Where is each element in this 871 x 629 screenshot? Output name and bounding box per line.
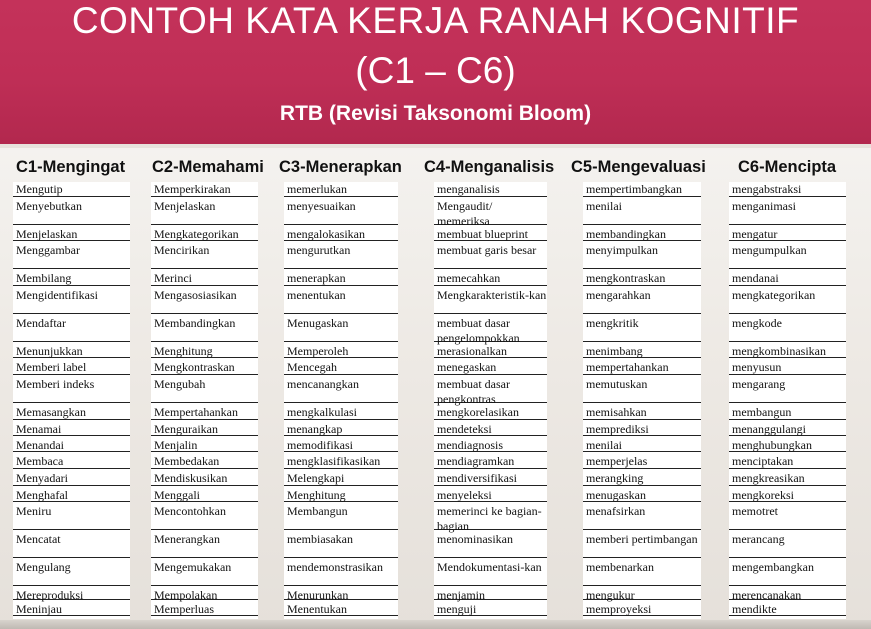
list-item: mengkode	[729, 316, 846, 342]
list-item: mengabstraksi	[729, 182, 846, 197]
column-c1-list	[13, 182, 130, 619]
list-item: Menyebutkan	[13, 199, 130, 225]
list-item: Mencirikan	[151, 243, 258, 269]
column-heading-c4: C4-Menganalisis	[424, 158, 555, 176]
list-item: Membilang	[13, 271, 130, 286]
list-item: mengkoreksi	[729, 488, 846, 502]
list-item: Mencatat	[13, 532, 130, 558]
list-item: mengklasifikasikan	[284, 454, 398, 469]
list-item: Mengkontraskan	[151, 360, 258, 375]
list-item: Memberi label	[13, 360, 130, 375]
list-item: membenarkan	[583, 560, 701, 586]
list-item: memecahkan	[434, 271, 547, 286]
list-item: mendiagnosis	[434, 438, 547, 452]
list-item: mendiversifikasi	[434, 471, 547, 486]
list-item: memerinci ke bagian-bagian	[434, 504, 547, 530]
list-item: Menandai	[13, 438, 130, 452]
list-item: mengatur	[729, 227, 846, 241]
list-item: memberi pertimbangan	[583, 532, 701, 558]
list-item: Melengkapi	[284, 471, 398, 486]
list-item: membandingkan	[583, 227, 701, 241]
list-item: mengalokasikan	[284, 227, 398, 241]
column-c5-list	[583, 182, 701, 619]
column-heading-c3: C3-Menerapkan	[279, 158, 402, 176]
list-item: mempertimbangkan	[583, 182, 701, 197]
list-item: menganimasi	[729, 199, 846, 225]
list-item: Mencegah	[284, 360, 398, 375]
list-item: menghubungkan	[729, 438, 846, 452]
list-item: mengumpulkan	[729, 243, 846, 269]
list-item: memotret	[729, 504, 846, 530]
list-item: Menamai	[13, 422, 130, 436]
list-item: Menyadari	[13, 471, 130, 486]
list-item: Meninjau	[13, 602, 130, 616]
list-item: membangun	[729, 405, 846, 420]
list-item: Menggali	[151, 488, 258, 502]
list-item: Mengasosiasikan	[151, 288, 258, 314]
column-heading-c5: C5-Mengevaluasi	[571, 158, 706, 176]
list-item: memerlukan	[284, 182, 398, 197]
list-item: Mengkarakteristik-kan	[434, 288, 547, 314]
list-item: Mencontohkan	[151, 504, 258, 530]
list-item: Mendaftar	[13, 316, 130, 342]
list-item: Memasangkan	[13, 405, 130, 420]
column-heading-c1: C1-Mengingat	[16, 158, 126, 176]
list-item: menafsirkan	[583, 504, 701, 530]
list-item: menanggulangi	[729, 422, 846, 436]
list-item: mengkontraskan	[583, 271, 701, 286]
list-item: mengkorelasikan	[434, 405, 547, 420]
list-item: memodifikasi	[284, 438, 398, 452]
page-subtitle: RTB (Revisi Taksonomi Bloom)	[279, 102, 592, 125]
list-item: menyimpulkan	[583, 243, 701, 269]
list-item: Mengemukakan	[151, 560, 258, 586]
page-title: CONTOH KATA KERJA RANAH KOGNITIF	[71, 0, 800, 41]
column-c2-list	[151, 182, 258, 619]
list-item: menegaskan	[434, 360, 547, 375]
list-item: mendeteksi	[434, 422, 547, 436]
list-item: menganalisis	[434, 182, 547, 197]
list-item: Menghafal	[13, 488, 130, 502]
list-item: Menggambar	[13, 243, 130, 269]
list-item: Memberi indeks	[13, 377, 130, 403]
list-item: memisahkan	[583, 405, 701, 420]
list-item: Membaca	[13, 454, 130, 469]
list-item: mengukur	[583, 588, 701, 600]
list-item: Memperkirakan	[151, 182, 258, 197]
list-item: menugaskan	[583, 488, 701, 502]
list-item: mendikte	[729, 602, 846, 616]
title-banner	[0, 0, 871, 148]
list-item: Menunjukkan	[13, 344, 130, 358]
list-item: menilai	[583, 438, 701, 452]
list-item: membuat blueprint	[434, 227, 547, 241]
list-item: memprediksi	[583, 422, 701, 436]
list-item: mendanai	[729, 271, 846, 286]
list-item: mengkreasikan	[729, 471, 846, 486]
list-item: Mempolakan	[151, 588, 258, 600]
list-item: Menentukan	[284, 602, 398, 616]
list-item: memperjelas	[583, 454, 701, 469]
list-item: memproyeksi	[583, 602, 701, 616]
list-item: membuat garis besar	[434, 243, 547, 269]
list-item: menguji	[434, 602, 547, 616]
list-item: menerapkan	[284, 271, 398, 286]
page-title-range: (C1 – C6)	[355, 50, 516, 91]
list-item: Menurunkan	[284, 588, 398, 600]
list-item: Membandingkan	[151, 316, 258, 342]
list-item: Mengubah	[151, 377, 258, 403]
list-item: menyesuaikan	[284, 199, 398, 225]
list-item: menominasikan	[434, 532, 547, 558]
list-item: Menguraikan	[151, 422, 258, 436]
list-item: Menghitung	[284, 488, 398, 502]
list-item: membiasakan	[284, 532, 398, 558]
list-item: Memperluas	[151, 602, 258, 616]
column-heading-c6: C6-Mencipta	[738, 158, 837, 176]
list-item: Merinci	[151, 271, 258, 286]
list-item: menjamin	[434, 588, 547, 600]
list-item: menciptakan	[729, 454, 846, 469]
list-item: mengembangkan	[729, 560, 846, 586]
list-item: Mereproduksi	[13, 588, 130, 600]
column-c4-list	[434, 182, 547, 619]
list-item: mendemonstrasikan	[284, 560, 398, 586]
list-item: mengkombinasikan	[729, 344, 846, 358]
list-item: merencanakan	[729, 588, 846, 600]
list-item: Memperoleh	[284, 344, 398, 358]
list-item: Mengidentifikasi	[13, 288, 130, 314]
list-item: Mendokumentasi-kan	[434, 560, 547, 586]
list-item: Mengaudit/ memeriksa	[434, 199, 547, 225]
list-item: mencanangkan	[284, 377, 398, 403]
list-item: Menjelaskan	[151, 199, 258, 225]
list-item: Menerangkan	[151, 532, 258, 558]
list-item: menentukan	[284, 288, 398, 314]
list-item: menilai	[583, 199, 701, 225]
list-item: Mempertahankan	[151, 405, 258, 420]
column-c3-list	[284, 182, 398, 619]
list-item: menyusun	[729, 360, 846, 375]
list-item: Menghitung	[151, 344, 258, 358]
list-item: merangking	[583, 471, 701, 486]
list-item: merancang	[729, 532, 846, 558]
list-item: menimbang	[583, 344, 701, 358]
list-item: mengkategorikan	[729, 288, 846, 314]
list-item: Membangun	[284, 504, 398, 530]
column-c6-list	[729, 182, 846, 619]
list-item: menyeleksi	[434, 488, 547, 502]
list-item: menangkap	[284, 422, 398, 436]
list-item: Mendiskusikan	[151, 471, 258, 486]
list-item: Meniru	[13, 504, 130, 530]
list-item: mengkritik	[583, 316, 701, 342]
list-item: Mengutip	[13, 182, 130, 197]
list-item: Mengulang	[13, 560, 130, 586]
list-item: mengarang	[729, 377, 846, 403]
list-item: merasionalkan	[434, 344, 547, 358]
list-item: mempertahankan	[583, 360, 701, 375]
list-item: membuat dasar pengkontras	[434, 377, 547, 403]
footer-bar	[0, 620, 871, 629]
list-item: membuat dasar pengelompokkan	[434, 316, 547, 342]
list-item: mengurutkan	[284, 243, 398, 269]
list-item: mengkalkulasi	[284, 405, 398, 420]
list-item: memutuskan	[583, 377, 701, 403]
list-item: mengarahkan	[583, 288, 701, 314]
list-item: Menjelaskan	[13, 227, 130, 241]
list-item: Menugaskan	[284, 316, 398, 342]
list-item: mendiagramkan	[434, 454, 547, 469]
list-item: Mengkategorikan	[151, 227, 258, 241]
list-item: Membedakan	[151, 454, 258, 469]
column-heading-c2: C2-Memahami	[152, 158, 264, 176]
list-item: Menjalin	[151, 438, 258, 452]
